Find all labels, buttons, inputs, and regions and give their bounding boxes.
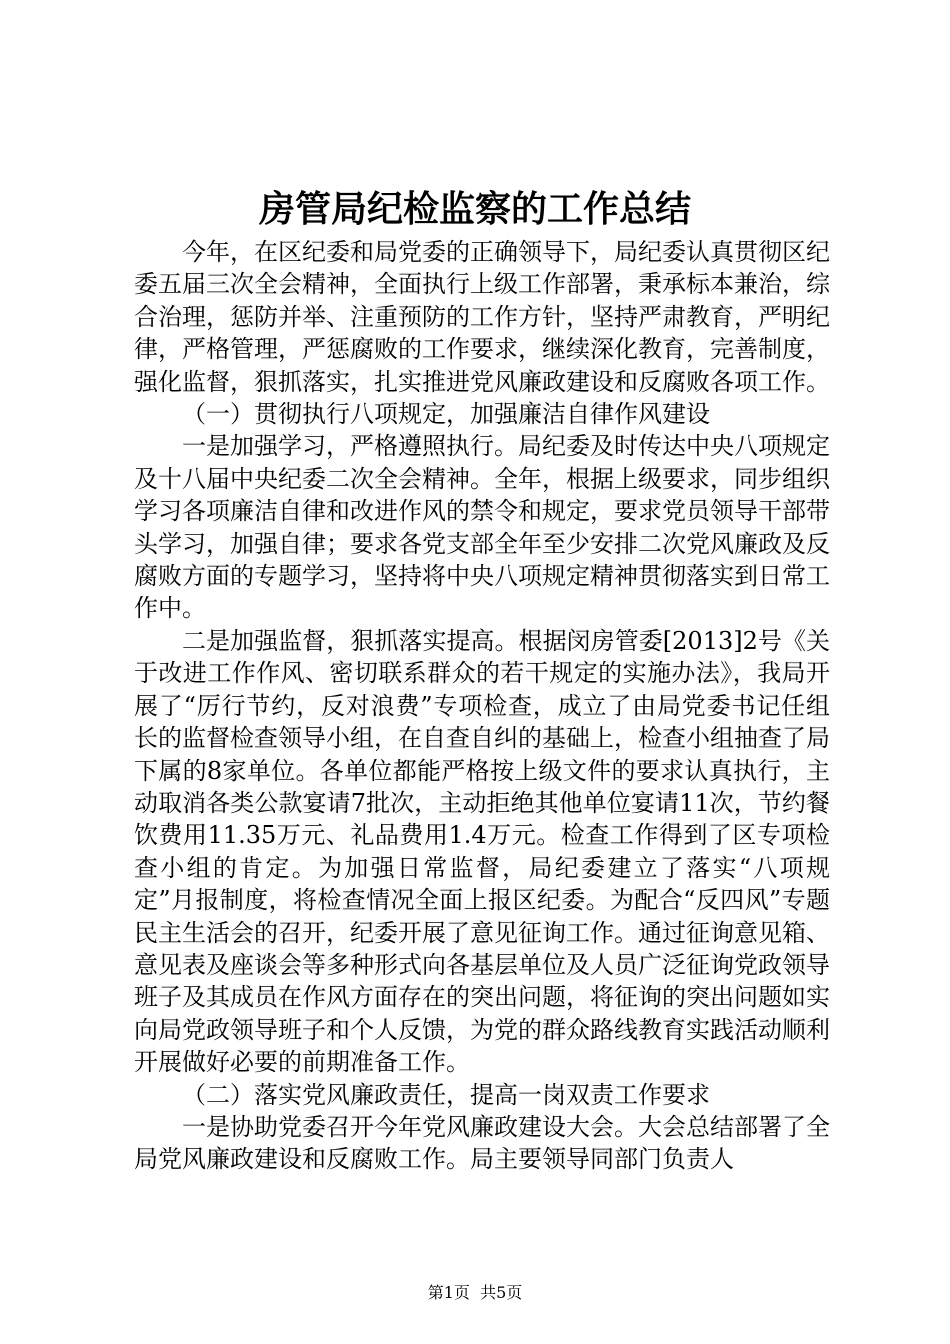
page-title: 房管局纪检监察的工作总结 xyxy=(258,189,691,230)
paragraph-study: 一是加强学习，严格遵照执行。局纪委及时传达中央八项规定及十八届中央纪委二次全会精神。全年，根据上级要求，同步组织学习各项廉洁自律和改进作风的禁令和规定，要求党员领导干部带头学习，加强自律；要求各党支部全年至少安排二次党风廉政及反腐败方面的专题学习，坚持将中央八项规定精神贯彻落实到日常工作中。 xyxy=(134,432,830,623)
section-heading-1: （一）贯彻执行八项规定，加强廉洁自律作风建设 xyxy=(182,400,710,429)
section-heading-2: （二）落实党风廉政责任，提高一岗双责工作要求 xyxy=(182,1080,710,1109)
page-number: 第1页 xyxy=(427,1283,470,1302)
page-total: 共5页 xyxy=(480,1283,523,1302)
paragraph-intro: 今年，在区纪委和局党委的正确领导下，局纪委认真贯彻区纪委五届三次全会精神，全面执行上级工作部署，秉承标本兼治，综合治理，惩防并举、注重预防的工作方针，坚持严肃教育，严明纪律，严格管理，严惩腐败的工作要求，继续深化教育，完善制度，强化监督，狠抓落实，扎实推进党风廉政建设和反腐败各项工作。 xyxy=(134,238,830,396)
document-body xyxy=(134,236,830,1176)
paragraph-meeting: 一是协助党委召开今年党风廉政建设大会。大会总结部署了全局党风廉政建设和反腐败工作。局主要领导同部门负责人 xyxy=(134,1112,830,1174)
paragraph-supervision: 二是加强监督，狠抓落实提高。根据闵房管委[2013]2号《关于改进工作作风、密切联系群众的若干规定的实施办法》，我局开展了“厉行节约，反对浪费”专项检查，成立了由局党委书记任组长的监督检查领导小组，在自查自纠的基础上，检查小组抽查了局下属的8家单位。各单位都能严格按上级文件的要求认真执行，主动取消各类公款宴请7批次，主动拒绝其他单位宴请11次，节约餐饮费用11.35万元、礼品费用1.4万元。检查工作得到了区专项检查小组的肯定。为加强日常监督，局纪委建立了落实“八项规定”月报制度，将检查情况全面上报区纪委。为配合“反四风”专题民主生活会的召开，纪委开展了意见征询工作。通过征询意见箱、意见表及座谈会等多种形式向各基层单位及人员广泛征询党政领导班子及其成员在作风方面存在的突出问题，将征询的突出问题如实向局党政领导班子和个人反馈，为党的群众路线教育实践活动顺利开展做好必要的前期准备工作。 xyxy=(134,626,830,1077)
page-footer xyxy=(0,1282,950,1304)
